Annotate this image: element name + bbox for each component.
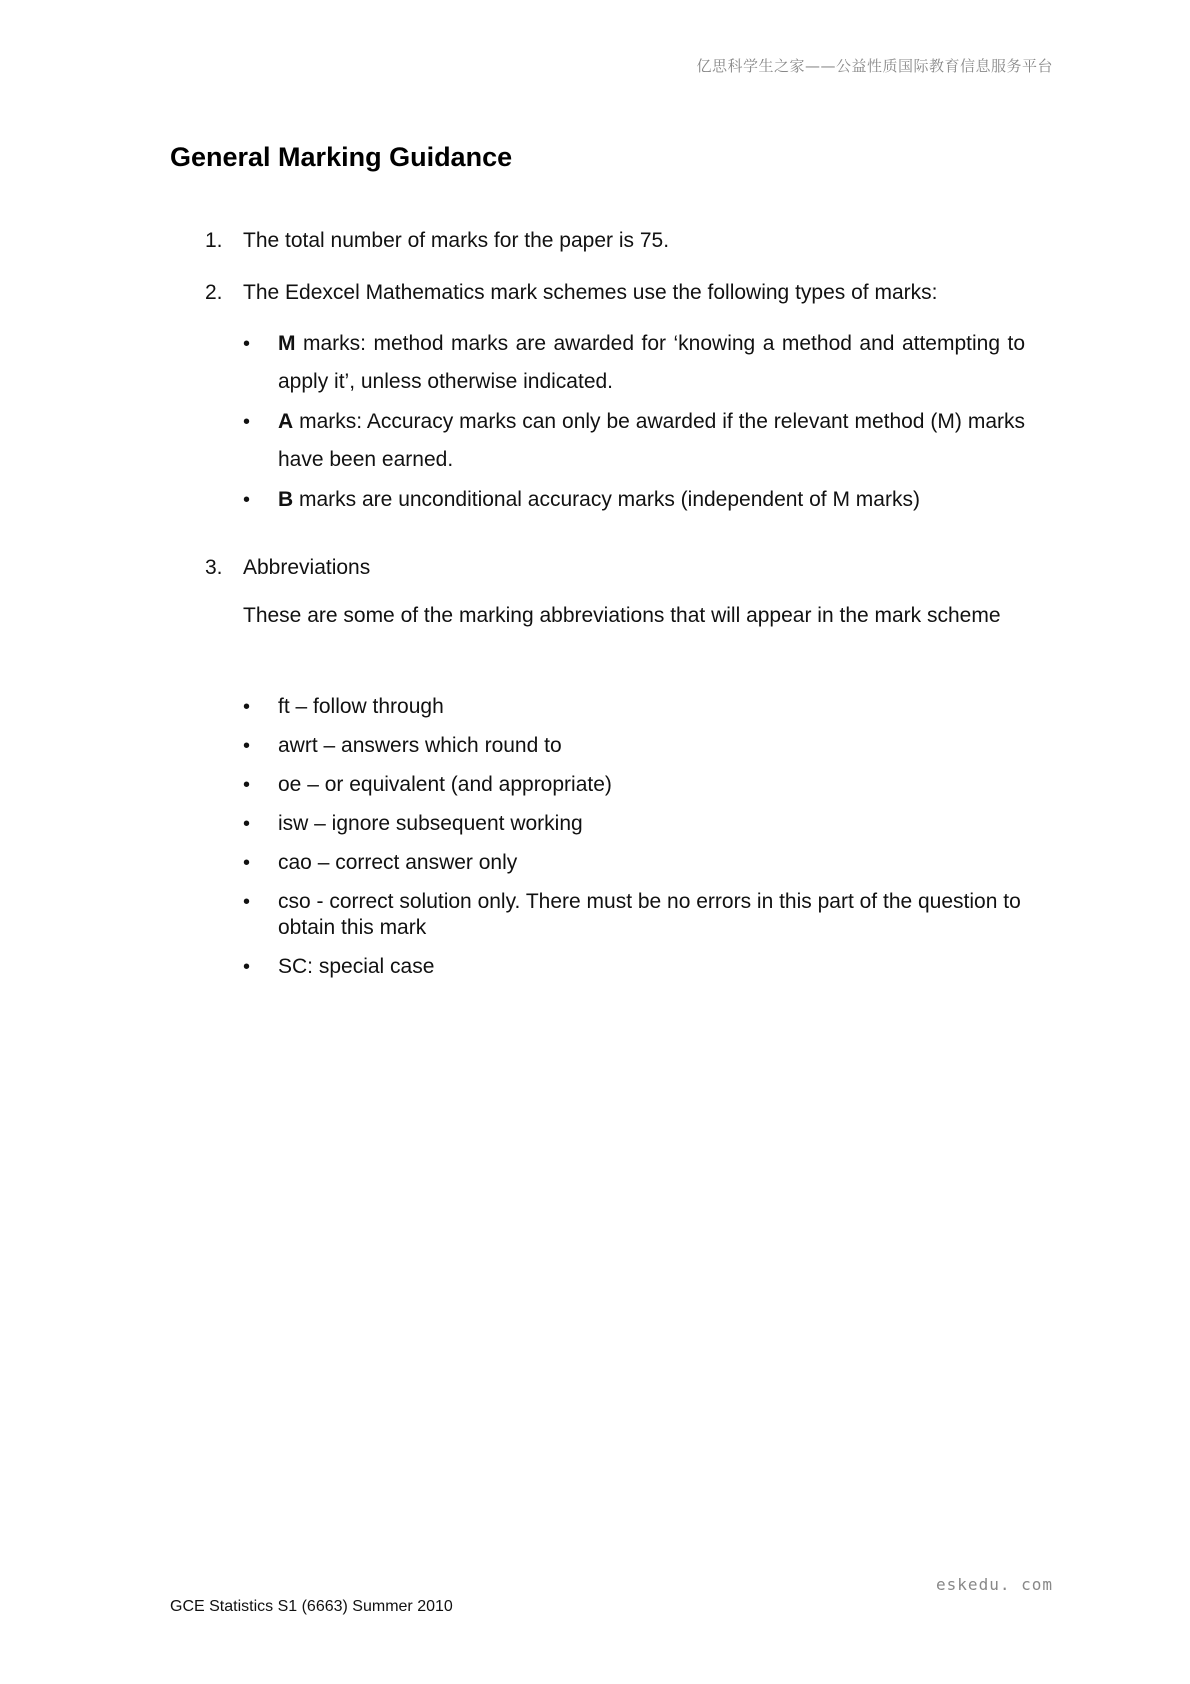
mark-type-description: marks are unconditional accuracy marks (independent of M marks) <box>293 488 920 511</box>
abbreviations-list <box>240 694 1025 993</box>
list-item: • cao – correct answer only <box>240 850 1025 876</box>
list-item: • oe – or equivalent (and appropriate) <box>240 772 1025 798</box>
mark-type-description: marks: method marks are awarded for ‘knowing a method and attempting to apply it’, unless otherwise indicated. <box>278 332 1025 393</box>
list-item: • isw – ignore subsequent working <box>240 811 1025 837</box>
mark-type-letter: A <box>278 410 294 433</box>
list-item: • awrt – answers which round to <box>240 733 1025 759</box>
mark-types-list <box>240 325 1025 521</box>
footer-paper-reference: GCE Statistics S1 (6663) Summer 2010 <box>170 1598 453 1615</box>
mark-type-letter: M <box>278 332 296 355</box>
mark-type-letter: B <box>278 488 294 511</box>
item-text: The Edexcel Mathematics mark schemes use the following types of marks: <box>243 281 938 304</box>
item-text: Abbreviations <box>243 556 371 579</box>
abbreviations-intro: These are some of the marking abbreviations that will appear in the mark scheme <box>243 604 1001 627</box>
list-item: • SC: special case <box>240 954 1025 980</box>
item-number: 3. <box>205 556 223 579</box>
item-text: The total number of marks for the paper is 75. <box>243 229 670 252</box>
mark-type-description: marks: Accuracy marks can only be awarded if the relevant method (M) marks have been earned. <box>278 410 1025 471</box>
footer-site-watermark: eskedu. com <box>936 1575 1053 1594</box>
page-title: General Marking Guidance <box>170 142 513 172</box>
list-item <box>240 403 1025 479</box>
list-item <box>240 481 1025 519</box>
list-item: • ft – follow through <box>240 694 1025 720</box>
item-number: 2. <box>205 281 223 304</box>
list-item: • cso - correct solution only. There must be no errors in this part of the question to obtain this mark <box>240 889 1025 941</box>
item-number: 1. <box>205 229 223 252</box>
header-watermark: 亿思科学生之家——公益性质国际教育信息服务平台 <box>696 57 1053 75</box>
list-item <box>240 325 1025 401</box>
